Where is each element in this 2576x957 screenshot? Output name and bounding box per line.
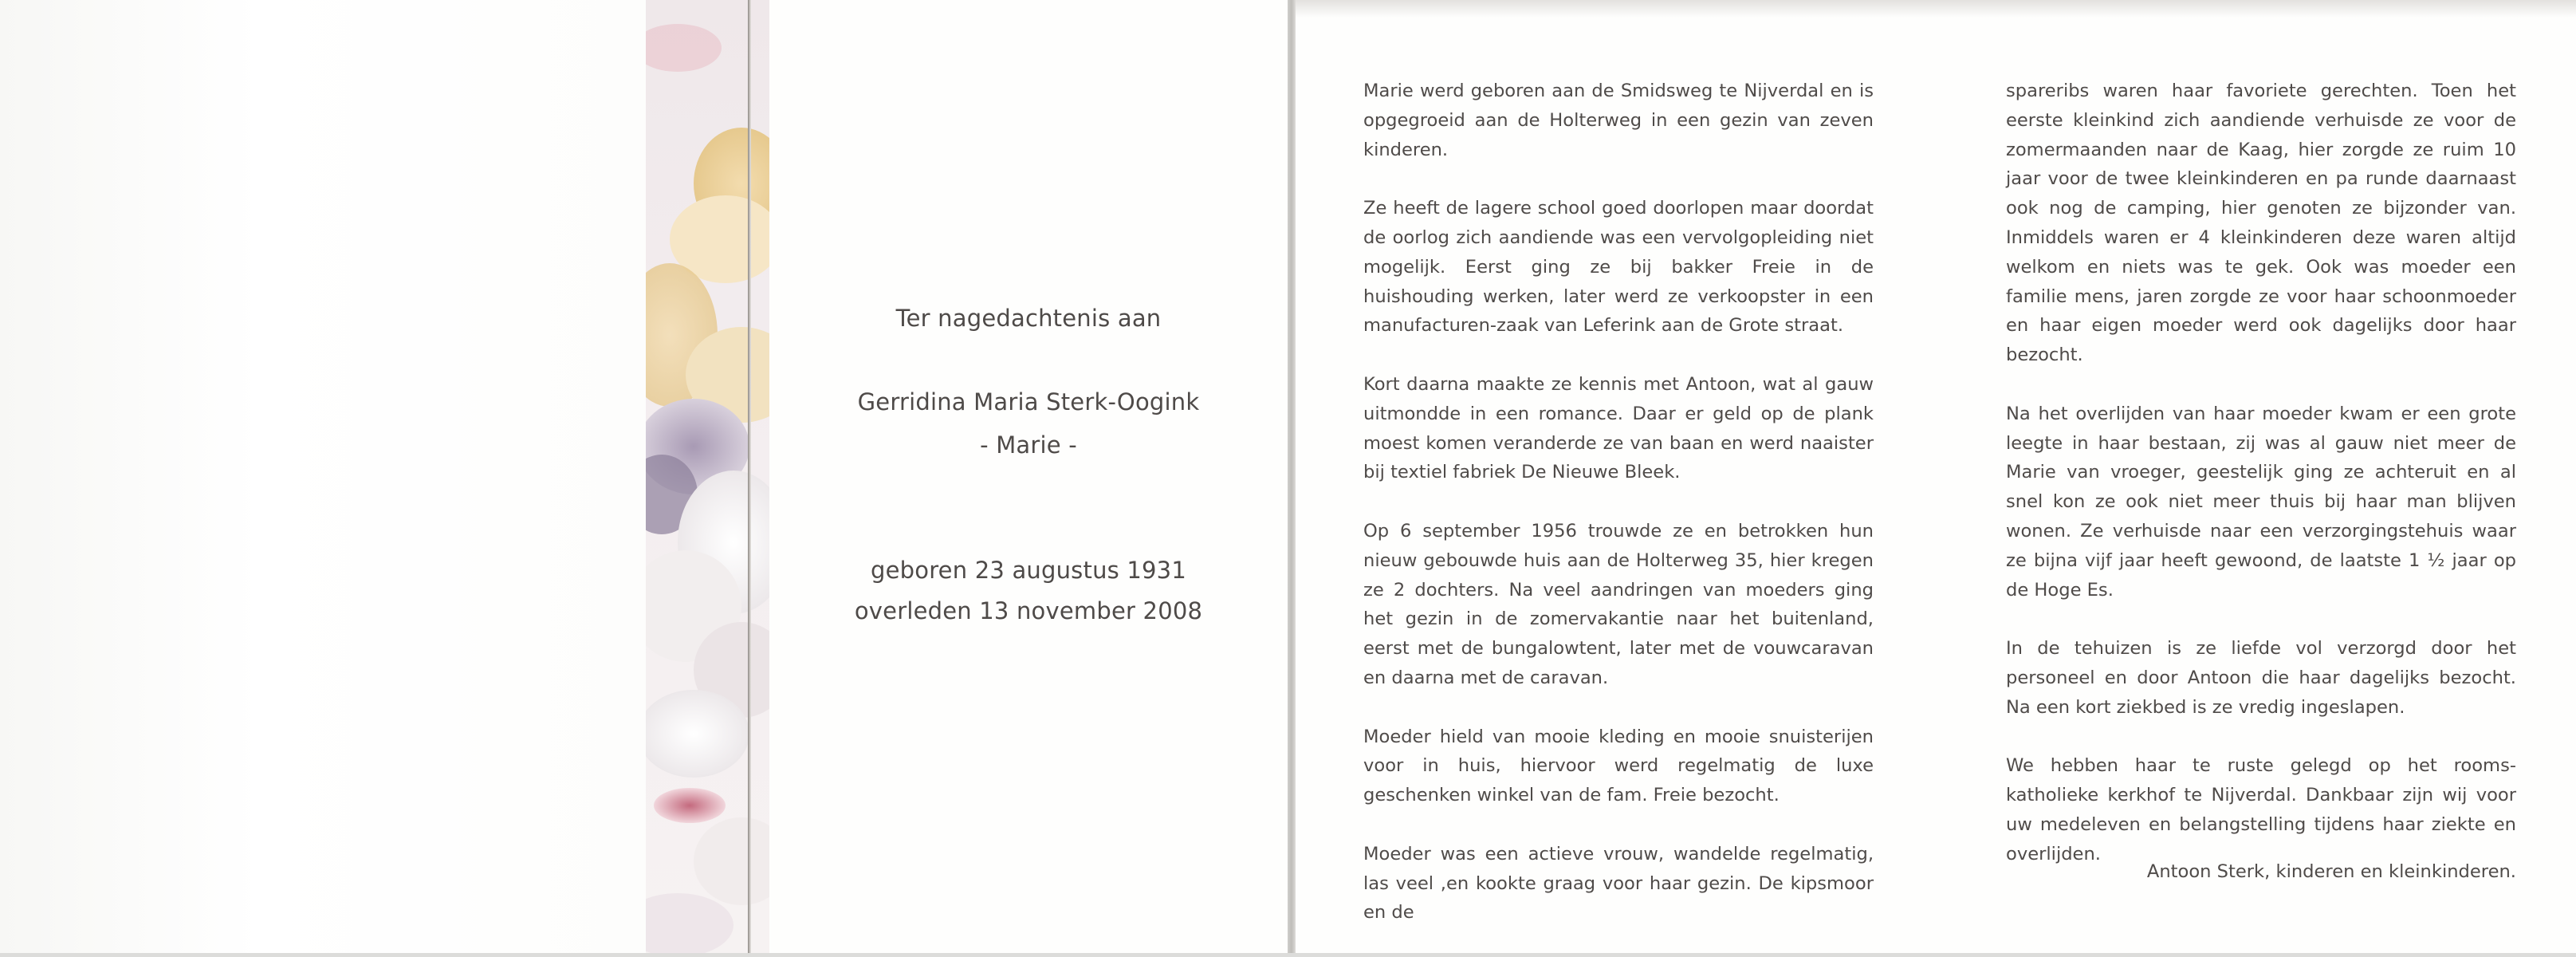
deceased-nickname: - Marie - xyxy=(980,431,1077,459)
biography-paragraph: We hebben haar te ruste gelegd op het rooms-katholieke kerkhof te Nijverdal. Dankbaar zijn wij voor uw medeleven en belangstelling tijdens haar ziekte en overlijden. xyxy=(2006,755,2516,864)
card-center-fold xyxy=(1288,0,1296,953)
biography-paragraph: Moeder was een actieve vrouw, wandelde regelmatig, las veel ,en kookte graag voor haar gezin. De kipsmoor en de xyxy=(1363,843,1874,924)
birth-date: geboren 23 augustus 1931 xyxy=(871,557,1186,584)
biography-paragraph: Ze heeft de lagere school goed doorlopen maar doordat de oorlog zich aandiende was een vervolgopleiding niet mogelijk. Eerst ging ze bij bakker Freie in de huishouding werken, later werd ze verkoopster in een manufacturen-zaak van Leferink aan de Grote straat. xyxy=(1363,198,1874,337)
biography-paragraph: spareribs waren haar favoriete gerechten. Toen het eerste kleinkind zich aandiende verhuisde ze voor de zomermaanden naar de Kaag, hier zorgde ze ruim 10 jaar voor de twee kleinkinderen en pa runde daarnaast ook nog de camping, hier genoten ze bijzonder van. Inmiddels waren er 4 kleinkinderen deze waren altijd welkom en niets was te gek. Ook was moeder een familie mens, jaren zorgde ze voor haar schoonmoeder en haar eigen moeder werd ook dagelijks door haar bezocht. xyxy=(2006,81,2516,366)
memorial-heading: Ter nagedachtenis aan xyxy=(895,305,1162,332)
memorial-front-panel xyxy=(769,0,1288,953)
card-fold-line xyxy=(748,0,751,953)
biography-paragraph: Moeder hield van mooie kleding en mooie snuisterijen voor in huis, hiervoor werd regelmatig de luxe geschenken winkel van de fam. Freie bezocht. xyxy=(1363,726,1874,806)
family-signature: Antoon Sterk, kinderen en kleinkinderen. xyxy=(2146,861,2516,882)
biography-left-column xyxy=(1363,77,1874,957)
biography-paragraph: Marie werd geboren aan de Smidsweg te Nijverdal en is opgegroeid aan de Holterweg in een gezin van zeven kinderen. xyxy=(1363,81,1874,160)
scan-edge-shadow xyxy=(1296,0,2576,18)
deceased-full-name: Gerridina Maria Sterk-Oogink xyxy=(857,388,1200,415)
blank-back-panel xyxy=(0,0,646,953)
biography-paragraph: Kort daarna maakte ze kennis met Antoon, wat al gauw uitmondde in een romance. Daar er geld op de plank moest komen veranderde ze van baan en werd naaister bij textiel fabriek De Nieuwe Bleek. xyxy=(1363,373,1874,483)
biography-right-column xyxy=(2006,77,2516,898)
death-date: overleden 13 november 2008 xyxy=(854,597,1203,624)
biography-paragraph: In de tehuizen is ze liefde vol verzorgd door het personeel en door Antoon die haar dagelijks bezocht. Na een kort ziekbed is ze vredig ingeslapen. xyxy=(2006,638,2516,718)
biography-paragraph: Na het overlijden van haar moeder kwam er een grote leegte in haar bestaan, zij was al gauw niet meer de Marie van vroeger, geestelijk ging ze achteruit en al snel kon ze ook niet meer thuis bij haar man blijven wonen. Ze verhuisde naar een verzorgingstehuis waar ze bijna vijf jaar heeft gewoond, de laatste 1 ½ jaar op de Hoge Es. xyxy=(2006,403,2516,601)
biography-paragraph: Op 6 september 1956 trouwde ze en betrokken hun nieuw gebouwde huis aan de Holterweg 35, hier kregen ze 2 dochters. Na veel aandringen van moeders ging het gezin in de zomervakantie naar het buitenland, eerst met de bungalowtent, later met de vouwcaravan en daarna met de caravan. xyxy=(1363,520,1874,688)
